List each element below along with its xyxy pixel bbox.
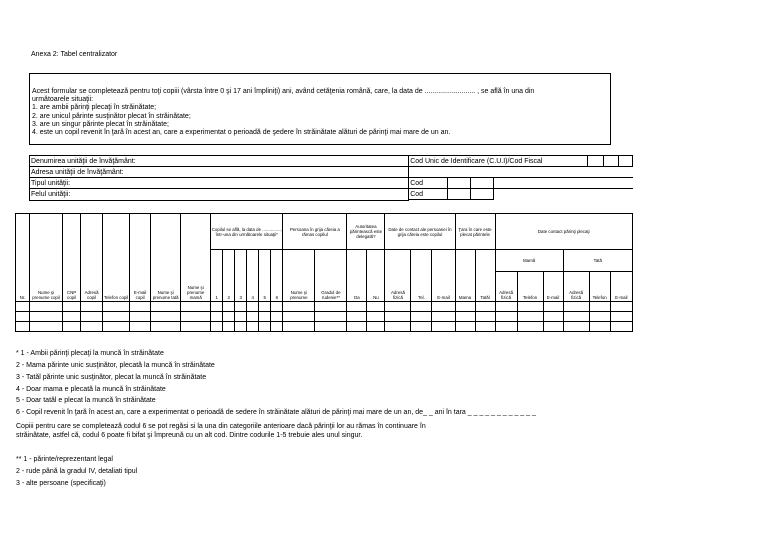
col-tata-header: Tată [563,250,632,272]
col-tel: Tel. [411,250,432,302]
col-situatie-3: 3 [235,250,247,302]
cod-field[interactable] [448,189,471,200]
note-3: 3 - Tatăl părinte unic susţinător, plecat la muncă în străinătate [16,374,207,381]
relationship-note-2: 2 - rude până la gradul IV, detaliati tipul [16,468,138,475]
intro-line: 4. este un copil revenit în ţară în acest an, care a experimentat o perioadă de şedere în străinătate alături de părinţi mai mare de un an. [32,129,451,137]
cui-cell [409,156,633,167]
col-autoritatea: Autoritatea părintească este delegată? [347,214,385,250]
col-da: Da [347,250,367,302]
col-nume-copil: Nume şi prenume copil [30,214,63,302]
cod-field[interactable] [471,178,494,188]
col-situatie-4: 4 [247,250,259,302]
col-contact-parinti: Date contact părinţi plecaţi [495,214,632,250]
unit-address-label: Adresa unităţii de învăţământ: [30,167,409,178]
col-mama-telefon: Telefon [517,272,543,302]
note-5: 5 - Doar tatăl e plecat la muncă în străinătate [16,397,156,404]
col-nume-tata: Nume şi prenume tată [151,214,181,302]
note-1: * 1 - Ambii părinţi plecaţi la muncă în străinătate [16,350,164,357]
relationship-note-3: 3 - alte persoane (specificaţi) [16,480,106,487]
cod-label: Cod [409,178,448,188]
col-telefon-copil: Telefon copil [103,214,130,302]
col-situatie-1: 1 [211,250,223,302]
table-row [16,322,633,332]
col-persoana-grad: Gradul de rudenie** [315,250,347,302]
intro-box [29,73,611,145]
col-mama-email: E-mail [543,272,563,302]
unit-address-blank [409,167,633,178]
col-situatie: Copilul se află, la data de ..............., într-una din următoarele situaţii* [211,214,283,250]
col-nr: Nr. [16,214,30,302]
col-persoana-nume: Nume şi prenume [283,250,315,302]
cod-label: Cod [409,189,448,200]
col-tata-email: E-mail [610,272,632,302]
col-nu: Nu [367,250,385,302]
code6-note-line: străinătate, astfel că, codul 6 poate fi bifat şi împreună cu un alt cod. Dintre codurile 1-5 trebuie ales unul singur. [16,432,363,439]
relationship-note-1: ** 1 - părinte/reprezentant legal [16,456,113,463]
children-table [15,213,633,332]
cui-field[interactable] [603,156,619,166]
col-nume-mama: Nume şi prenume mamă [181,214,211,302]
intro-line: următoarele situaţii: [32,96,94,104]
document-title: Anexa 2: Tabel centralizator [31,51,118,58]
col-contact-persoana: Date de contact ale persoanei în grija căreia este copilul [385,214,455,250]
col-tata-adresa: Adresă fizică [563,272,589,302]
intro-line: 2. are unicul părinte susţinător plecat în străinătate; [32,112,191,120]
note-6: 6 - Copil revenit în ţară în acest an, care a experimentat o perioadă de sedere în străinătate alături de părinţi mai mare de un an, de_ _ ani în tara _ _ _ _ _ _ _ _ _ _ _ _ [16,409,536,416]
col-adresa-fizica: Adresă fizică [385,250,411,302]
table-row [16,302,633,312]
unit-type-label: Tipul unităţii: [30,178,409,189]
intro-line: 1. are ambii părinţi plecaţi în străinătate; [32,104,157,112]
cod-field[interactable] [448,178,471,188]
col-cnp: CNP copil [63,214,81,302]
col-situatie-2: 2 [223,250,235,302]
unit-type-code-cell [409,178,633,189]
col-persoana: Persoana în grija căreia a rămas copilul [283,214,347,250]
col-mama-header: Mamă [495,250,563,272]
col-adresa-copil: Adresă copil [81,214,103,302]
col-email: E-mail [432,250,455,302]
col-tara-mama: Mama [455,250,475,302]
cui-label: Cod Unic de Identificare (C.U.I)/Cod Fiscal [409,156,588,166]
note-2: 2 - Mama părinte unic susţinător, plecată la muncă în străinătate [16,362,215,369]
col-situatie-6: 6 [271,250,283,302]
col-tata-telefon: Telefon [589,272,610,302]
intro-line: 3. are un singur părinte plecat în străinătate; [32,120,169,128]
intro-line: Acest formular se completează pentru toţi copiii (vârsta între 0 şi 17 ani împliniţi) ani, având cetăţenia română, care, la data de .......................... , se află în una din [32,88,535,95]
unit-kind-label: Felul unităţii: [30,189,409,201]
cod-field[interactable] [471,189,494,200]
col-mama-adresa: Adresă fizică [495,272,517,302]
cui-field[interactable] [588,156,604,166]
col-tara: Ţara în care este plecat părintele [455,214,495,250]
col-situatie-5: 5 [259,250,271,302]
unit-kind-code-cell [409,189,633,201]
unit-info-table [29,155,633,201]
unit-name-label: Denumirea unităţii de învăţământ: [30,156,409,167]
table-row [16,312,633,322]
note-4: 4 - Doar mama e plecată la muncă în străinătate [16,386,166,393]
code6-note-line: Copiii pentru care se completează codul 6 se pot regăsi si la una din categoriile anterioare dacă părinţii lor au rămas în continuare în [16,423,426,430]
cui-field[interactable] [619,156,632,166]
col-tara-tatal: Tatăl [475,250,495,302]
col-email-copil: E-mail copil [130,214,151,302]
